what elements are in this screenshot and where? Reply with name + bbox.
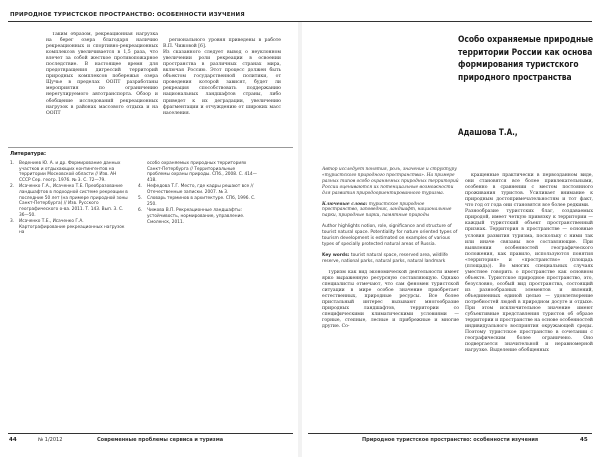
literature-item (138, 196, 258, 207)
literature-item (138, 184, 258, 195)
right-col2-paragraph: кращенные практически в первозданном виде, они становятся все более привлекательными, особенно в сравнении с местом постоянного проживания туристов. Усиливает внимание к природным достопримечательностям и тот факт, что год от года они становятся все более редкими. Разнообразие туристских благ, создаваемых природой, имеет четкую привязку к территории — каждый туристский объект пространственный признак. Территория в пространстве — основные условия развития туризма, поскольку с ними так или иначе связаны все составляющие. При выявлении особенностей географического положения, как правило, используются понятия «территория» и «пространство» (площадь (площадь)). Во многих специальных случаях уместнее говорить о пространстве как основном объекте. Туристское природное пространство, это, безусловно, особый вид пространства, состоящий из разнообразных элементов и явлений, объединенных единой целью — удовлетворение потребностей людей в природном досуге и отдыхе. При этом исключительное значение имеют субъективные представления туристов об образе территории и пространстве на основе особенностей индивидуального восприятия окружающей среды. Поэтому туристское пространство в сочетании с географическим более ограничено. Оно подвергается значительной и неравномерной нагрузке. Выделение обобщенных (465, 173, 593, 354)
literature-item (10, 161, 128, 184)
literature-item-text: Чижова В.П. Рекреационные ландшафты: устойчивость, нормирование, управление. Смоленск, 2011. (147, 208, 245, 225)
literature-item-number: 6. (138, 208, 143, 214)
literature-item-text: Словарь терминов в архитектуре. СПб, 1996. С. 250. (147, 196, 256, 207)
right-page-column-2 (465, 167, 593, 431)
keywords-ru-text: туристское природное пространство, заповедник, ландшафт, национальные парки, природные парки, памятные природы (322, 201, 452, 219)
literature-item-text: особо охраняемых природных территориях Санкт-Петербурга // Территориальные проблемы охраны природы. СПб., 2008. С. 414—418. (147, 161, 257, 184)
right-footer-title: Природное туристское пространство: особенности изучения (362, 437, 539, 443)
book-gutter (298, 22, 302, 457)
article-title: Особо охраняемые природные территории России как основа формирования туристского природного пространства (458, 34, 594, 83)
keywords-ru (322, 202, 459, 220)
abstract-ru: Автор исследует понятия, роль, значение и структуру «туристского природного пространства». На примере разных типов особо охраняемых природных территорий России оцениваются их потенциальные возможности для развития природоориентированного туризма. (322, 167, 459, 196)
keywords-en-text: tourist natural space, reserved area, wildlife reserve, national parks, natural parks, natural landmark (322, 252, 449, 264)
right-footer-rule (308, 433, 592, 434)
literature-list-right (138, 161, 258, 226)
abstract-en: Author highlights notion, role, significance and structure of tourist natural space. Potentiality for nature oriented types of tourism development is estimated on examples of various types of specially protected natural areas of Russia. (322, 224, 458, 247)
literature-item-number: 5. (138, 196, 143, 202)
left-page-column-2 (163, 32, 281, 144)
literature-item-text: Ведениев Ю. А. и др. Формирование данных участков и отдыхающих контингентов на территории Московской области // Изв. АН СССР Сер. геогр. 1976. № 3. С. 72—79. (19, 161, 121, 184)
literature-item-number: 1. (10, 161, 15, 166)
literature-divider (8, 147, 293, 148)
keywords-en (322, 253, 459, 265)
literature-item-text: Исаченко Г.А., Исаченко Т.Е. Преобразование ландшафтов в подходной системе рекреации в последние 50 лет (на примере природной зоны Санкт-Петербурга) // Изв. Русского географического о-ва. 2011. Т. 143. Вып. 3. С. 36—50. (19, 184, 128, 218)
intro-column (322, 270, 459, 390)
keywords-ru-label: Ключевые слова: (322, 201, 368, 207)
literature-item-number (138, 161, 147, 184)
right-page-number: 45 (580, 437, 588, 443)
left-col2-paragraph: регионального уровня приведены в работе В.П. Чижовой [6]. Из сказанного следует вывод о неуклонном увеличении роли рекреации в освоении пространства в различных странах мира, включая Россию. Этот процесс должен быть объектом государственной политики, от проведения которой зависят, будет ли рекреация способствовать поддержанию национальных ландшафтов страны, либо приведет к их деградации, увеличению фрагментации и отчуждению от широких масс населения. (163, 38, 281, 116)
literature-item-text: Исаченко Т.Е., Исаченко Г.А. Картографирование рекреационных нагрузок на (19, 219, 125, 236)
left-page-number: 44 (9, 437, 17, 443)
intro-paragraph: Туризм как вид экономической деятельности имеет ярко выраженную ресурсную составляющую. Однако специалисты отмечают, что сам феномен туристской ситуации в мире особое значение приобретает естественных, природные ресурсы. Все более пристальный интерес вызывают многообразие природных ландшафтов, территории со специфическими климатическими условиями — горные, степные, лесные и прибрежные и многие другие. Со- (322, 269, 459, 330)
left-col1-paragraph: Таким образом, рекреационная нагрузка на берег озера благодаря наличию рекреационных и спортивно-рекреационных комплексов увеличивается в 1,5 раза, что влечет за собой жесткое противопожарное последствие. В настоящее время для предотвращения дигрессий территорий природных комплексов побережья озера Щучье в пределах ООПТ разработаны мероприятия по ограничению нерегулируемого автотранспорта. Обзор и обобщение исследований рекреационных нагрузок в районах массового отдыха и на ООПТ (46, 32, 158, 116)
literature-item (138, 208, 258, 225)
keywords-en-label: Key words: (322, 252, 350, 258)
literature-item-text: Нефедова Т.Г. Место, где кадры решают все // Отечественные записки. 2007. № 3. (147, 184, 254, 196)
literature-item-number: 3. (10, 219, 15, 225)
journal-title: Современные проблемы сервиса и туризма (97, 437, 224, 443)
literature-item (10, 184, 128, 218)
literature-list-left (10, 161, 128, 237)
literature-item (10, 219, 128, 236)
article-author: Адашова Т.А., (458, 128, 518, 138)
literature-heading: Литература: (10, 151, 47, 157)
literature-item-number: 2. (10, 184, 15, 190)
running-header (8, 10, 592, 22)
literature-item-number: 4. (138, 184, 143, 190)
literature-item (138, 161, 258, 184)
left-page-column-1 (46, 32, 158, 144)
running-header-text: ПРИРОДНОЕ ТУРИСТСКОЕ ПРОСТРАНСТВО: ОСОБЕННОСТИ ИЗУЧЕНИЯ (10, 12, 245, 18)
article-abstract (322, 167, 459, 390)
left-footer-rule (8, 433, 293, 434)
issue-number: № 1/2012 (38, 437, 63, 443)
